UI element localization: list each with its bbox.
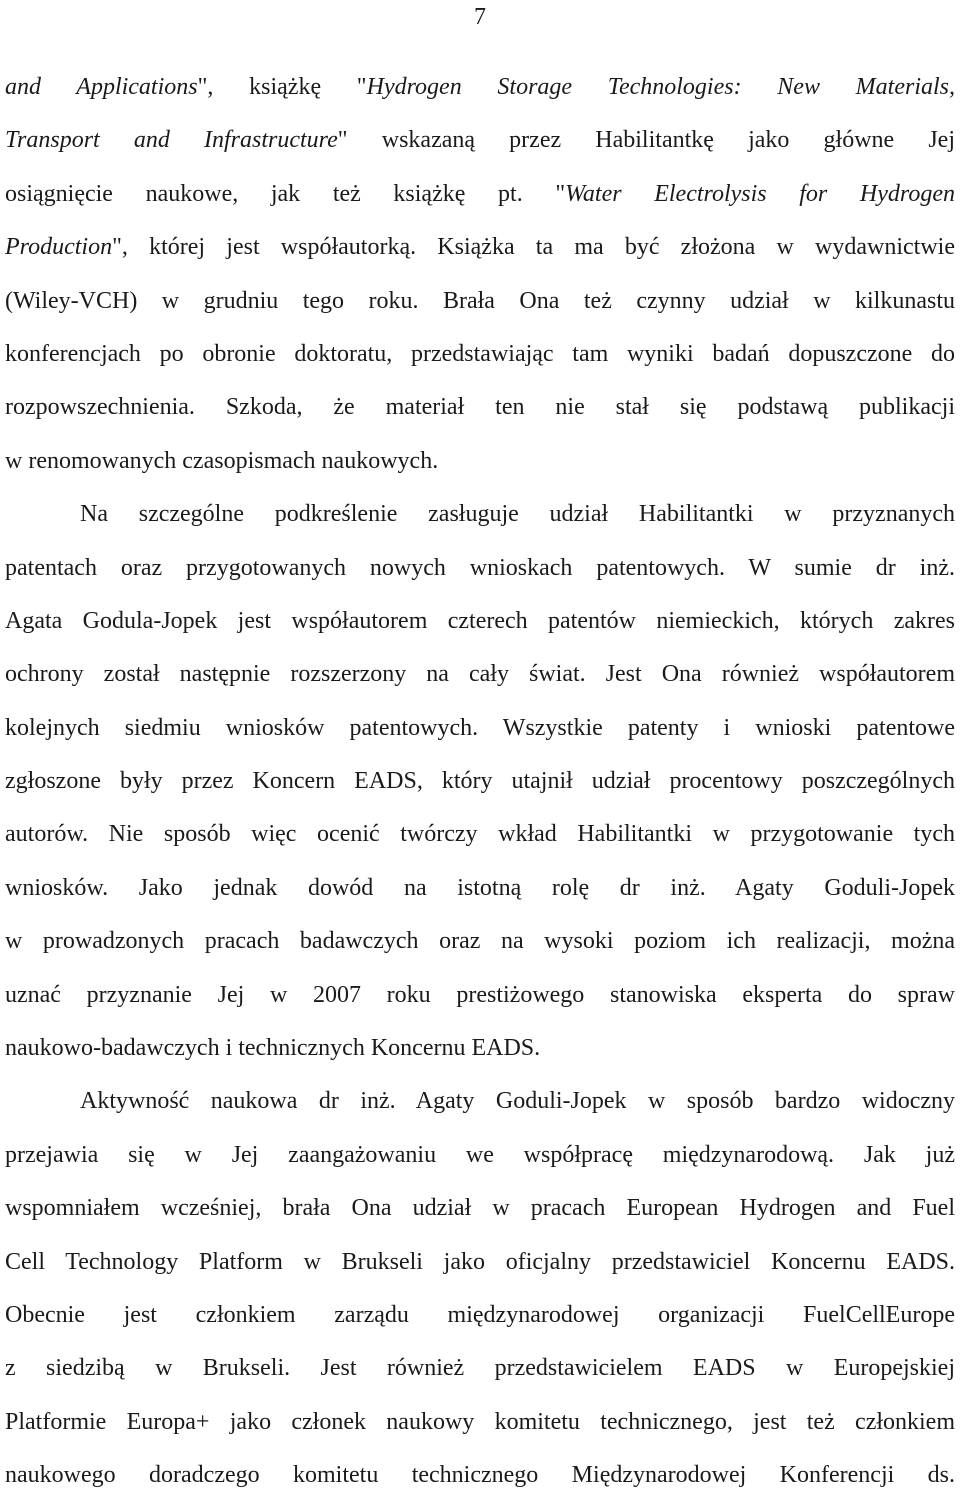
text-line	[5, 328, 955, 381]
text-run: autorów. Nie sposób więc ocenić twórczy wkład Habilitantki w przygotowanie tych	[5, 821, 955, 848]
text-run: Aktywność naukowa dr inż. Agaty Goduli-Jopek w sposób bardzo widoczny	[80, 1088, 955, 1115]
text-run: przejawia się w Jej zaangażowaniu we współpracę międzynarodową. Jak już	[5, 1141, 955, 1168]
text-line	[5, 595, 955, 648]
italic-text: Hydrogen Storage Technologies: New Materials,	[366, 74, 955, 100]
text-line	[5, 1129, 955, 1182]
text-run: zgłoszone były przez Koncern EADS, który utajnił udział procentowy poszczególnych	[5, 768, 955, 795]
italic-text: and Applications	[5, 74, 198, 100]
text-run: naukowo-badawczych i technicznych Koncernu EADS.	[5, 1035, 541, 1062]
text-run: ochrony został następnie rozszerzony na cały świat. Jest Ona również współautorem	[5, 661, 955, 688]
text-line	[5, 221, 955, 274]
text-run: w renomowanych czasopismach naukowych.	[5, 447, 439, 474]
text-line	[5, 1075, 955, 1128]
paragraph	[5, 1075, 955, 1502]
text-run: uznać przyznanie Jej w 2007 roku prestiżowego stanowiska eksperta do spraw	[5, 981, 955, 1008]
text-line	[5, 808, 955, 861]
text-line	[5, 1022, 955, 1075]
text-line	[5, 1289, 955, 1342]
text-run: " wskazaną przez Habilitantkę jako główne Jej	[337, 127, 955, 154]
text-run: konferencjach po obronie doktoratu, przedstawiając tam wyniki badań dopuszczone do	[5, 340, 955, 367]
document-body	[5, 61, 955, 1503]
text-line	[5, 542, 955, 595]
text-line	[5, 275, 955, 328]
text-line	[5, 168, 955, 221]
text-run: Agata Godula-Jopek jest współautorem czterech patentów niemieckich, których zakres	[5, 607, 955, 634]
italic-text: Transport and Infrastructure	[5, 127, 338, 154]
text-line	[5, 702, 955, 755]
text-run: w prowadzonych pracach badawczych oraz na wysoki poziom ich realizacji, można	[5, 928, 955, 955]
text-line	[5, 61, 955, 114]
text-run: Na szczególne podkreślenie zasługuje udział Habilitantki w przyznanych	[80, 501, 955, 528]
text-line	[5, 862, 955, 915]
text-line	[5, 915, 955, 968]
text-line	[5, 1236, 955, 1289]
text-run: Cell Technology Platform w Brukseli jako oficjalny przedstawiciel Koncernu EADS.	[5, 1248, 955, 1275]
text-run: Obecnie jest członkiem zarządu międzynarodowej organizacji FuelCellEurope	[5, 1301, 955, 1328]
text-run: z siedzibą w Brukseli. Jest również przedstawicielem EADS w Europejskiej	[5, 1355, 955, 1382]
text-run: wniosków. Jako jednak dowód na istotną rolę dr inż. Agaty Goduli-Jopek	[5, 874, 955, 901]
text-run: kolejnych siedmiu wniosków patentowych. Wszystkie patenty i wnioski patentowe	[5, 714, 955, 741]
italic-text: Water Electrolysis for Hydrogen	[565, 180, 955, 207]
text-run: patentach oraz przygotowanych nowych wnioskach patentowych. W sumie dr inż.	[5, 554, 955, 581]
text-run: ", książkę "	[197, 74, 367, 100]
paragraph	[5, 488, 955, 1075]
text-line	[5, 435, 955, 488]
paragraph	[5, 61, 955, 488]
text-run: naukowego doradczego komitetu technicznego Międzynarodowej Konferencji ds.	[5, 1462, 955, 1489]
text-line	[5, 381, 955, 434]
text-line	[5, 648, 955, 701]
text-line	[5, 1182, 955, 1235]
text-run: wspomniałem wcześniej, brała Ona udział w pracach European Hydrogen and Fuel	[5, 1195, 955, 1222]
text-line	[5, 488, 955, 541]
page-number: 7	[474, 4, 486, 30]
text-run: osiągnięcie naukowe, jak też książkę pt. "	[5, 180, 566, 207]
text-run: rozpowszechnienia. Szkoda, że materiał ten nie stał się podstawą publikacji	[5, 394, 955, 421]
text-line	[5, 1396, 955, 1449]
text-run: Platformie Europa+ jako członek naukowy komitetu technicznego, jest też członkiem	[5, 1408, 955, 1435]
text-run: ", której jest współautorką. Książka ta ma być złożona w wydawnictwie	[112, 234, 955, 261]
text-line	[5, 969, 955, 1022]
text-line	[5, 755, 955, 808]
text-line	[5, 114, 955, 167]
text-line	[5, 1449, 955, 1502]
italic-text: Production	[5, 234, 113, 261]
text-line	[5, 1342, 955, 1395]
text-run: (Wiley-VCH) w grudniu tego roku. Brała Ona też czynny udział w kilkunastu	[5, 287, 955, 314]
